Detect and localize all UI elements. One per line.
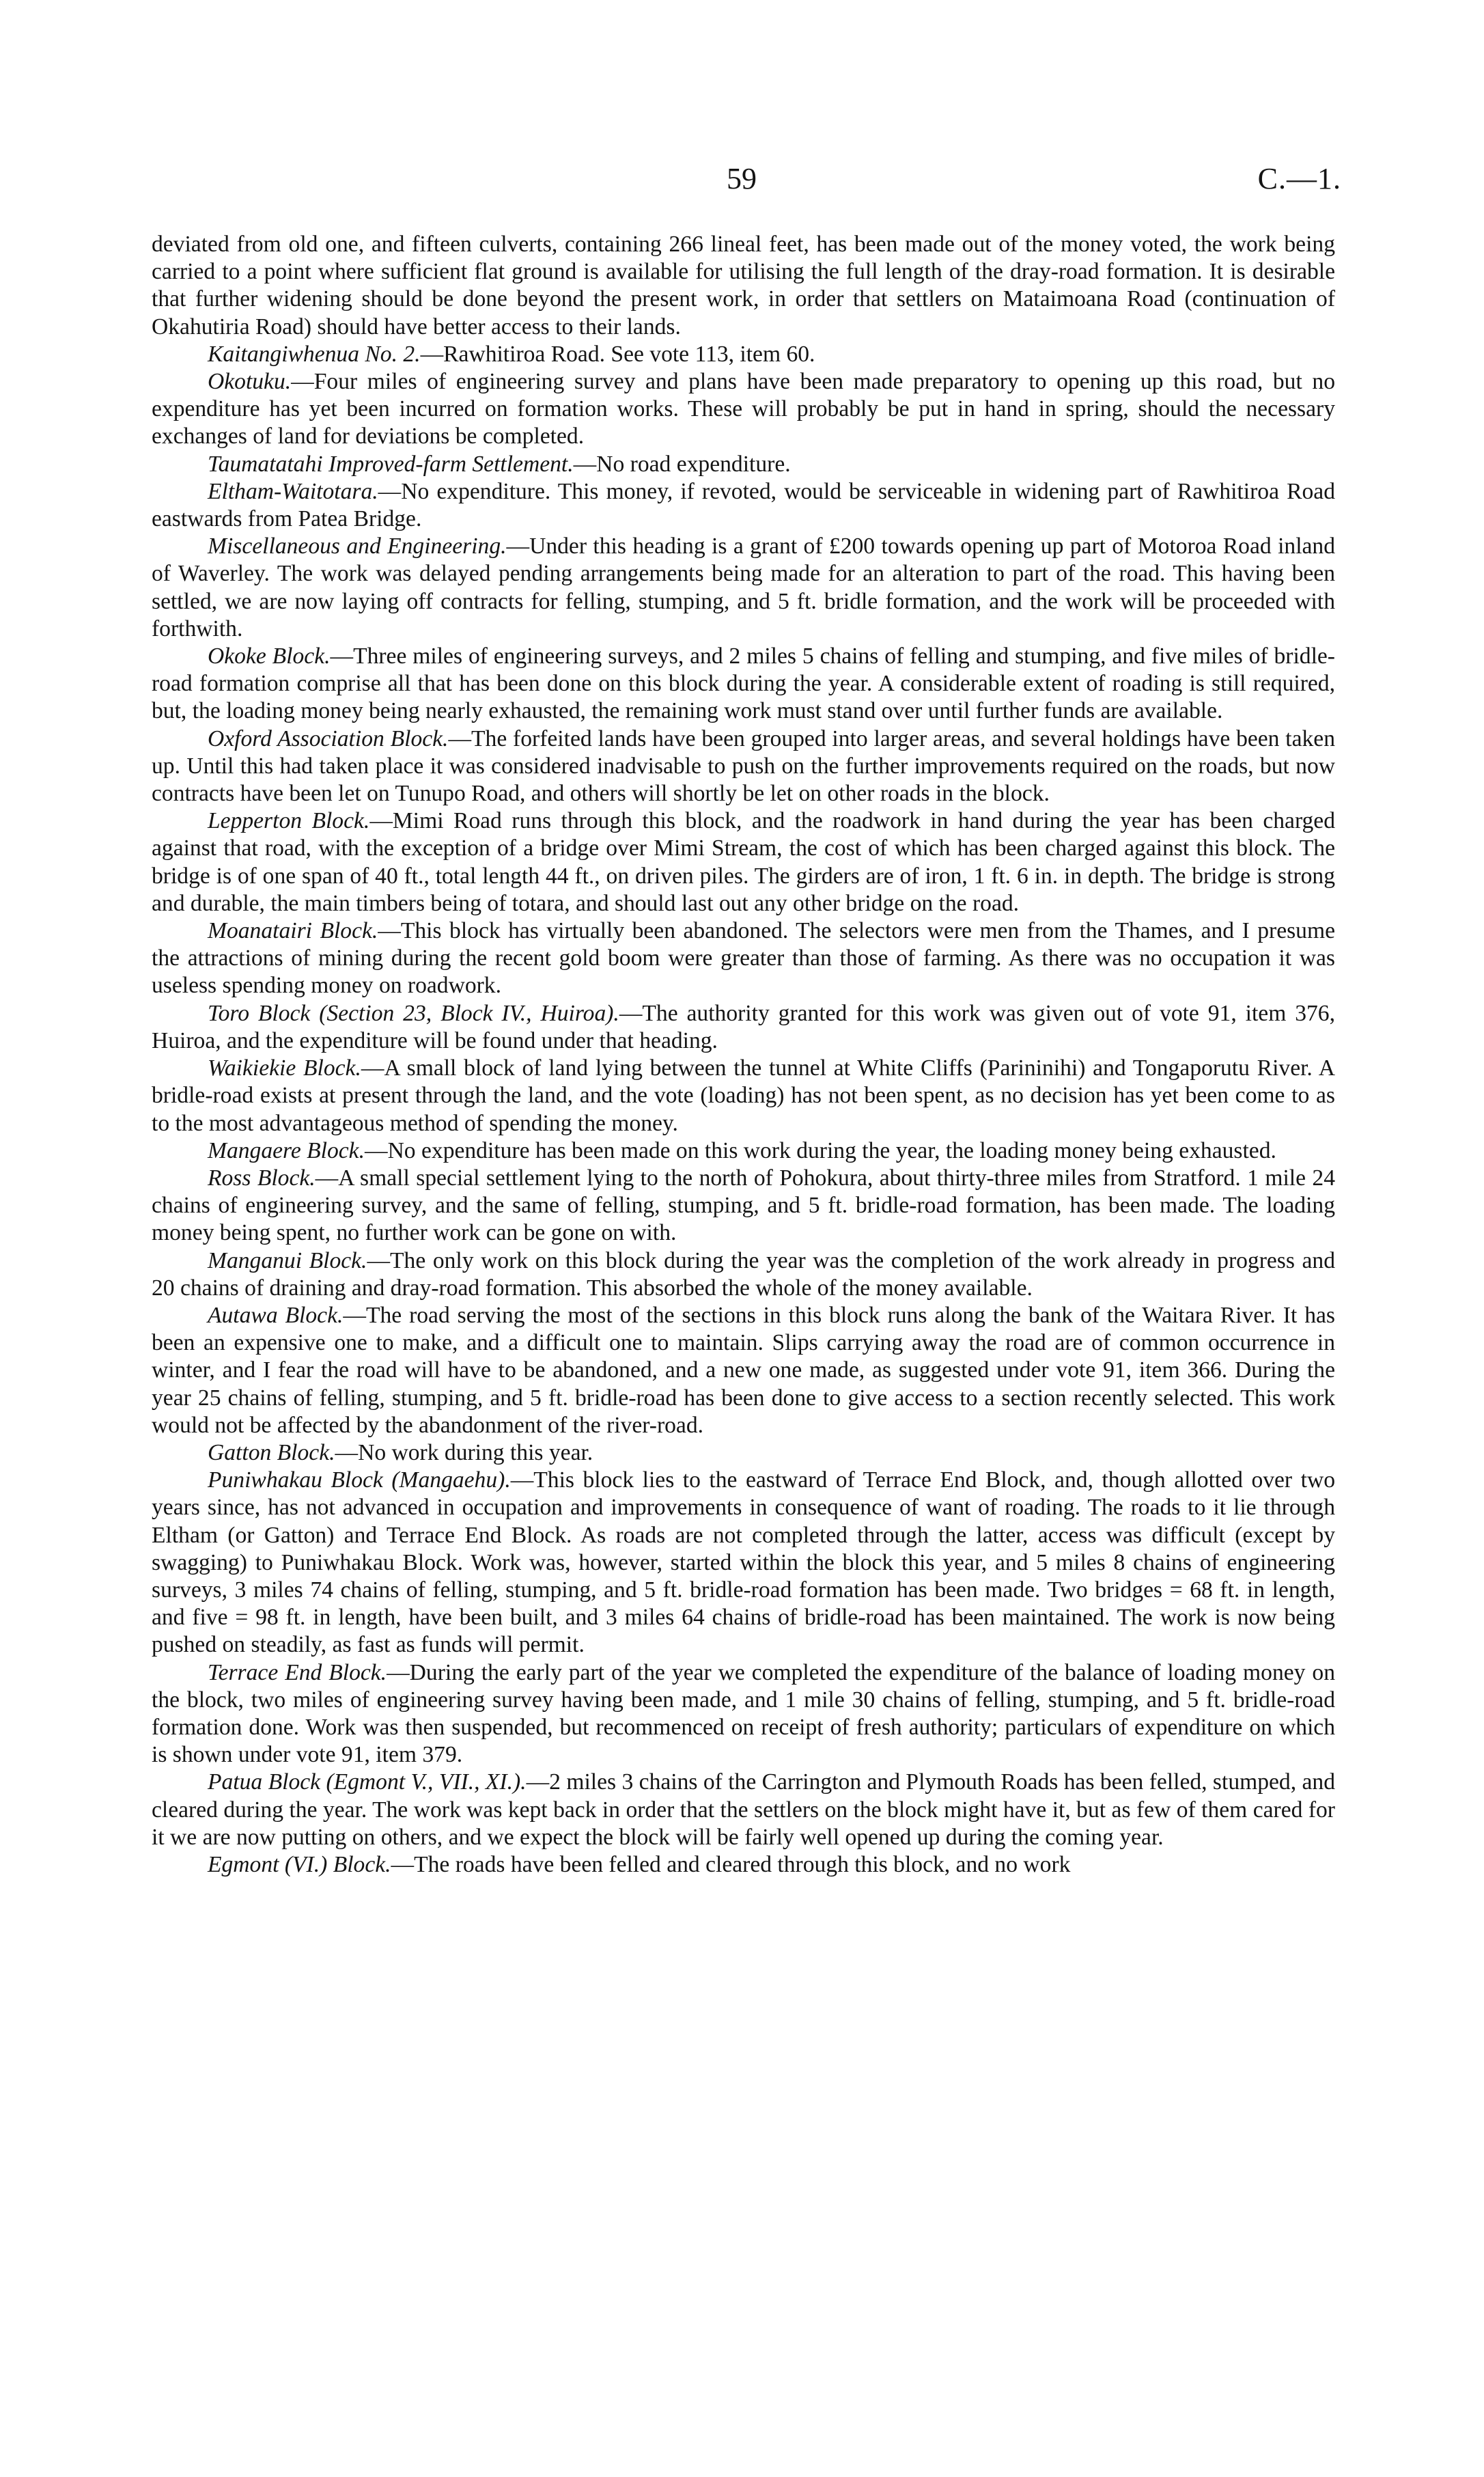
paragraph-miscellaneous [152, 533, 1335, 643]
report-body [152, 231, 1335, 1879]
paragraph-text: —The roads have been felled and cleared through this block, and no work [391, 1851, 1071, 1877]
paragraph-heading: Miscellaneous and Engineering. [208, 534, 507, 559]
paragraph-text: —The only work on this block during the year was the completion of the work already in progress and 20 chains of draining and dray-road formation. This absorbed the whole of the money available. [152, 1247, 1335, 1301]
paragraph-mangaere-block [152, 1137, 1335, 1165]
paragraph-autawa-block [152, 1302, 1335, 1439]
paragraph-text: —Three miles of engineering surveys, and 2 miles 5 chains of felling and stumping, and five miles of bridle-road formation comprise all that has been done on this block during the year. A considerable extent of roading is still required, but, the loading money being nearly exhausted, the remaining work must stand over until further funds are available. [152, 644, 1335, 724]
paragraph-text: —No road expenditure. [573, 451, 791, 477]
paragraph-text: —No expenditure has been made on this work during the year, the loading money being exhausted. [364, 1137, 1276, 1163]
paragraph-heading: Kaitangiwhenua No. 2. [208, 341, 421, 367]
page-header [0, 161, 1484, 202]
paragraph-okoke-block [152, 643, 1335, 725]
paragraph-text: —A small special settlement lying to the north of Pohokura, about thirty-three miles from Stratford. 1 mile 24 chains of engineering survey, and the same of felling, stumping, and 5 ft. bridle-road formation, has been made. The loading money being spent, no further work can be gone on with. [152, 1165, 1335, 1246]
paragraph-text: —No work during this year. [335, 1439, 593, 1465]
paragraph-text: —During the early part of the year we completed the expenditure of the balance of loading money on the block, two miles of engineering survey having been made, and 1 mile 30 chains of felling, stumping, and 5 ft. bridle-road formation done. Work was then suspended, but recommenced on receipt of fresh authority; particulars of expenditure on which is shown under vote 91, item 379. [152, 1659, 1335, 1768]
paragraph-egmont-block [152, 1851, 1335, 1879]
paragraph-text: —No expenditure. This money, if revoted, would be serviceable in widening part of Rawhitiroa Road eastwards from Patea Bridge. [152, 478, 1335, 532]
paragraph-text: —Mimi Road runs through this block, and the roadwork in hand during the year has been charged against that road, with the exception of a bridge over Mimi Stream, the cost of which has been charged against this block. The bridge is of one span of 40 ft., total length 44 ft., on driven piles. The girders are of iron, 1 ft. 6 in. in depth. The bridge is strong and durable, the main timbers being of totara, and should last out any other bridge on the road. [152, 808, 1335, 916]
paragraph-heading: Terrace End Block. [208, 1659, 387, 1685]
paragraph-manganui-block [152, 1247, 1335, 1302]
paragraph-text: deviated from old one, and fifteen culverts, containing 266 lineal feet, has been made out of the money voted, the work being carried to a point where sufficient flat ground is available for utilising the full length of the dray-road formation. It is desirable that further widening should be done beyond the present work, in order that settlers on Mataimoana Road (continuation of Okahutiria Road) should have better access to their lands. [152, 232, 1335, 340]
paragraph-heading: Autawa Block. [208, 1302, 344, 1328]
paragraph-text: —Rawhitiroa Road. See vote 113, item 60. [420, 341, 815, 367]
paragraph-heading: Puniwhakau Block (Mangaehu). [208, 1467, 511, 1493]
paragraph-heading: Patua Block (Egmont V., VII., XI.). [208, 1769, 527, 1795]
paragraph-toro-block [152, 1000, 1335, 1055]
paragraph-heading: Oxford Association Block. [208, 725, 449, 751]
paragraph-heading: Okotuku. [208, 369, 292, 395]
paragraph-lepperton-block [152, 807, 1335, 917]
paragraph-text: —Four miles of engineering survey and plans have been made preparatory to opening up this road, but no expenditure has yet been incurred on formation works. These will probably be put in hand in spring, should the necessary exchanges of land for deviations be completed. [152, 369, 1335, 449]
paragraph-text: —The road serving the most of the sections in this block runs along the bank of the Waitara River. It has been an expensive one to make, and a difficult one to maintain. Slips carrying away the road are of common occurrence in winter, and I fear the road will have to be abandoned, and a new one made, as suggested under vote 91, item 366. During the year 25 chains of felling, stumping, and 5 ft. bridle-road has been done to give access to a section recently selected. This work would not be affected by the abandonment of the river-road. [152, 1302, 1335, 1438]
paragraph-text: —Under this heading is a grant of £200 towards opening up part of Motoroa Road inland of Waverley. The work was delayed pending arrangements being made for an alteration to part of the road. This having been settled, we are now laying off contracts for felling, stumping, and 5 ft. bridle formation, and the work will be proceeded with forthwith. [152, 534, 1336, 641]
paragraph-heading: Okoke Block. [208, 644, 331, 669]
paragraph-heading: Waikiekie Block. [208, 1055, 361, 1081]
paragraph-taumatatahi [152, 451, 1335, 478]
paragraph-text: —2 miles 3 chains of the Carrington and Plymouth Roads has been felled, stumped, and cleared during the year. The work was kept back in order that the settlers on the block might have it, but as few of them cared for it we are now putting on others, and we expect the block will be fairly well opened up during the coming year. [152, 1769, 1335, 1850]
paragraph-gatton-block [152, 1439, 1335, 1467]
paragraph-heading: Egmont (VI.) Block. [208, 1851, 391, 1877]
paragraph-text: —The forfeited lands have been grouped into larger areas, and several holdings have been taken up. Until this had taken place it was considered inadvisable to push on the further improvements required on the roads, but now contracts have been let on Tunupo Road, and others will shortly be let on other roads in the block. [152, 725, 1336, 807]
paragraph-terrace-end-block [152, 1659, 1335, 1769]
paragraph-eltham-waitotara [152, 478, 1335, 533]
paragraph-text: —This block has virtually been abandoned. The selectors were men from the Thames, and I presume the attractions of mining during the recent gold boom were greater than those of farming. As there was no occupation it was useless spending money on roadwork. [152, 918, 1335, 999]
paragraph-text: —This block lies to the eastward of Terrace End Block, and, though allotted over two years since, has not advanced in occupation and improvements in consequence of want of roading. The roads to it lie through Eltham (or Gatton) and Terrace End Block. As roads are not completed through the latter, access was difficult (except by swagging) to Puniwhakau Block. Work was, however, started within the block this year, and 5 miles 8 chains of engineering surveys, 3 miles 74 chains of felling, stumping, and 5 ft. bridle-road formation has been made. Two bridges = 68 ft. in length, and five = 98 ft. in length, have been built, and 3 miles 64 chains of bridle-road has been maintained. The work is now being pushed on steadily, as fast as funds will permit. [152, 1467, 1336, 1658]
paragraph-puniwhakau-block [152, 1467, 1335, 1659]
paragraph-heading: Toro Block (Section 23, Block IV., Huiroa). [208, 1000, 619, 1026]
document-reference: C.—1. [1257, 162, 1341, 195]
paragraph-continuation [152, 231, 1335, 341]
paragraph-heading: Moanatairi Block. [208, 918, 378, 944]
paragraph-heading: Gatton Block. [208, 1439, 335, 1465]
paragraph-waikiekie-block [152, 1055, 1335, 1137]
paragraph-heading: Lepperton Block. [208, 808, 370, 834]
paragraph-heading: Manganui Block. [208, 1247, 367, 1273]
paragraph-heading: Taumatatahi Improved-farm Settlement. [208, 451, 574, 477]
paragraph-moanatairi-block [152, 917, 1335, 1000]
paragraph-heading: Eltham-Waitotara. [208, 478, 378, 504]
page-number: 59 [727, 162, 757, 195]
paragraph-text: —A small block of land lying between the tunnel at White Cliffs (Parininihi) and Tongaporutu River. A bridle-road exists at present through the land, and the vote (loading) has not been spent, as no decision has yet been come to as to the most advantageous method of spending the money. [152, 1055, 1335, 1136]
paragraph-heading: Ross Block. [208, 1165, 316, 1191]
paragraph-kaitangiwhenua [152, 341, 1335, 368]
paragraph-oxford-association [152, 725, 1335, 808]
paragraph-heading: Mangaere Block. [208, 1137, 365, 1163]
paragraph-patua-block [152, 1769, 1335, 1851]
paragraph-text: —The authority granted for this work was given out of vote 91, item 376, Huiroa, and the expenditure will be found under that heading. [152, 1000, 1335, 1053]
paragraph-ross-block [152, 1165, 1335, 1247]
paragraph-okotuku [152, 368, 1335, 451]
